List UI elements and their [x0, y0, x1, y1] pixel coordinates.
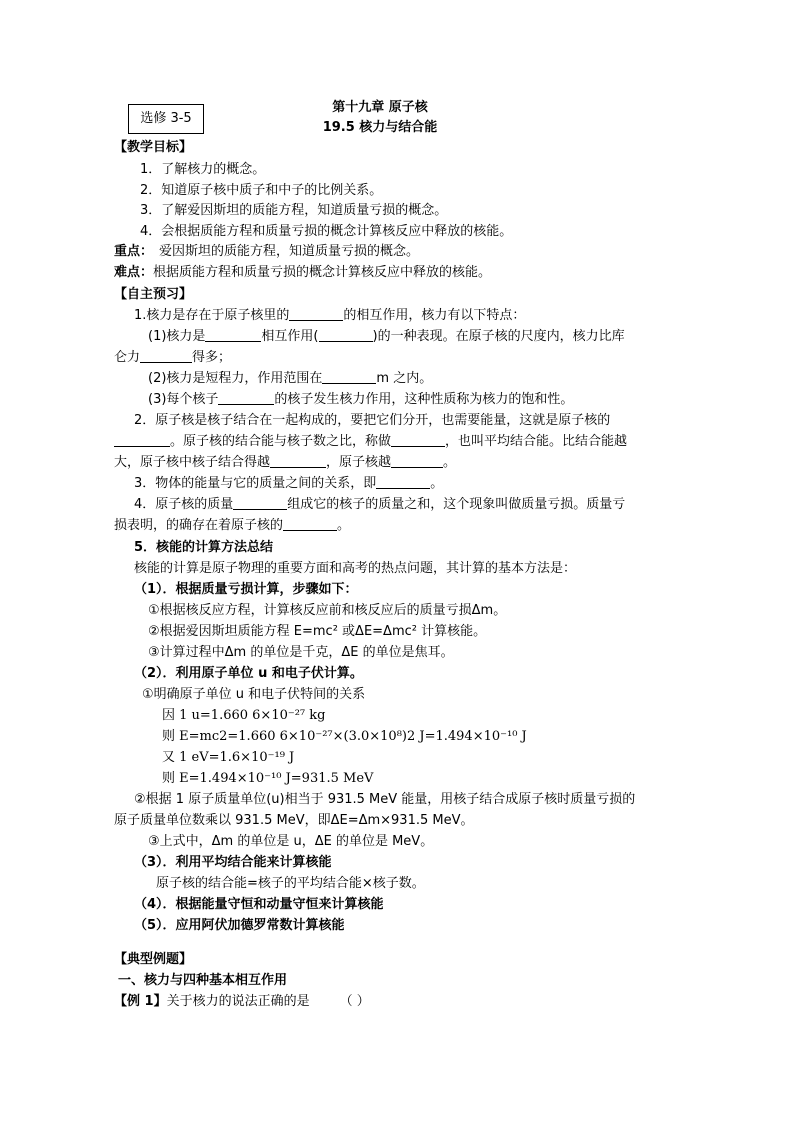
- method-2-step: ②根据 1 原子质量单位(u)相当于 931.5 MeV 能量，用核子结合成原子核时质量亏损的: [134, 792, 636, 807]
- section-title: 19.5 核力与结合能: [322, 120, 438, 135]
- text: 相互作用(: [261, 329, 319, 344]
- preview-item-2-cont2: [114, 453, 456, 473]
- text: 。原子核的结合能与核子数之比，称做: [170, 434, 392, 449]
- goal-item: 1．了解核力的概念。: [140, 162, 266, 177]
- goals-heading: 【教学目标】: [114, 140, 193, 155]
- method-1-step: ①根据核反应方程，计算核反应前和核反应后的质量亏损Δm。: [148, 603, 507, 618]
- fill-blank: [140, 348, 192, 363]
- goal-item: 2．知道原子核中质子和中子的比例关系。: [140, 183, 383, 198]
- course-badge: 选修 3-5: [128, 104, 204, 134]
- preview-heading: 【自主预习】: [114, 287, 193, 302]
- fill-blank: [391, 432, 445, 447]
- example-label: 【例 1】: [114, 994, 167, 1009]
- example-text: 关于核力的说法正确的是: [166, 994, 310, 1009]
- preview-item-4-cont: [114, 516, 350, 536]
- text: 的核子发生核力作用，这种性质称为核力的饱和性。: [274, 392, 574, 407]
- answer-paren: （ ）: [339, 994, 370, 1009]
- difficult-point-text: 根据质能方程和质量亏损的概念计算核反应中释放的核能。: [153, 265, 492, 280]
- key-point: [114, 242, 419, 262]
- text: (2)核力是短程力，作用范围在: [148, 371, 323, 386]
- key-point-label: 重点：: [114, 244, 154, 259]
- methods-intro: 核能的计算是原子物理的重要方面和高考的热点问题，其计算的基本方法是：: [134, 561, 577, 576]
- preview-item-1-2: [148, 369, 432, 389]
- method-2-step: ③上式中，Δm 的单位是 u，ΔE 的单位是 MeV。: [148, 834, 434, 849]
- preview-item-1: [134, 306, 525, 326]
- examples-subheading: 一、核力与四种基本相互作用: [118, 973, 288, 988]
- text: m 之内。: [376, 371, 433, 386]
- example-1: [114, 992, 370, 1012]
- text: ，原子核越: [326, 455, 392, 470]
- text: 4．原子核的质量: [134, 497, 234, 512]
- fill-blank: [218, 390, 274, 405]
- method-1-step: ③计算过程中Δm 的单位是千克，ΔE 的单位是焦耳。: [148, 645, 454, 660]
- method-2-step: ①明确原子单位 u 和电子伏特间的关系: [142, 687, 366, 702]
- text: (1)核力是: [148, 329, 206, 344]
- text: 3．物体的能量与它的质量之间的关系，即: [134, 476, 377, 491]
- text: 1.核力是存在于原子核里的: [134, 308, 290, 323]
- fill-blank: [205, 327, 261, 342]
- text: )的一种表现。在原子核的尺度内，核力比库: [372, 329, 625, 344]
- preview-item-4: [134, 495, 625, 515]
- method-4-title: （4）．根据能量守恒和动量守恒来计算核能: [134, 897, 384, 912]
- difficult-point-label: 难点：: [114, 265, 154, 280]
- preview-item-2: 2．原子核是核子结合在一起构成的，要把它们分开，也需要能量，这就是原子核的: [134, 413, 611, 428]
- method-1-title: （1）．根据质量亏损计算，步骤如下：: [134, 582, 358, 597]
- key-point-text: 爱因斯坦的质能方程，知道质量亏损的概念。: [159, 244, 420, 259]
- fill-blank: [233, 495, 287, 510]
- difficult-point: [114, 263, 491, 283]
- text: 。: [443, 455, 457, 470]
- method-1-step: ②根据爱因斯坦质能方程 E=mc² 或ΔE=Δmc² 计算核能。: [148, 624, 487, 639]
- goal-item: 3．了解爱因斯坦的质能方程，知道质量亏损的概念。: [140, 203, 448, 218]
- text: 损表明，的确存在着原子核的: [114, 518, 284, 533]
- text: 。: [337, 518, 351, 533]
- fill-blank: [270, 453, 326, 468]
- method-3-title: （3）．利用平均结合能来计算核能: [134, 855, 332, 870]
- text: 得多；: [192, 350, 232, 365]
- text: 组成它的核子的质量之和，这个现象叫做质量亏损。质量亏: [287, 497, 626, 512]
- fill-blank: [319, 327, 373, 342]
- preview-item-1-1: [148, 327, 625, 347]
- fill-blank: [289, 306, 343, 321]
- method-2-step-cont: 原子质量单位数乘以 931.5 MeV，即ΔE=Δm×931.5 MeV。: [114, 813, 474, 828]
- equation: 因 1 u=1.660 6×10⁻²⁷ kg: [162, 708, 326, 723]
- fill-blank: [391, 453, 443, 468]
- method-2-title: （2）．利用原子单位 u 和电子伏计算。: [134, 666, 363, 681]
- preview-item-1-3: [148, 390, 573, 410]
- preview-item-1-1-cont: [114, 348, 231, 368]
- equation: 则 E=1.494×10⁻¹⁰ J=931.5 MeV: [162, 771, 374, 786]
- preview-item-3: [134, 474, 443, 494]
- fill-blank: [283, 516, 337, 531]
- equation: 又 1 eV=1.6×10⁻¹⁹ J: [162, 750, 295, 765]
- method-5-title: （5）．应用阿伏加德罗常数计算核能: [134, 918, 345, 933]
- fill-blank: [376, 474, 430, 489]
- equation: 则 E=mc2=1.660 6×10⁻²⁷×(3.0×10⁸)2 J=1.494×10⁻¹⁰ J: [162, 729, 527, 744]
- text: 的相互作用，核力有以下特点：: [343, 308, 526, 323]
- goal-item: 4．会根据质能方程和质量亏损的概念计算核反应中释放的核能。: [140, 224, 513, 239]
- fill-blank: [114, 432, 170, 447]
- method-3-text: 原子核的结合能=核子的平均结合能×核子数。: [156, 876, 425, 891]
- preview-item-2-cont: [114, 432, 627, 452]
- methods-heading: 5．核能的计算方法总结: [134, 540, 274, 555]
- text: 仑力: [114, 350, 141, 365]
- text: 。: [430, 476, 444, 491]
- examples-heading: 【典型例题】: [114, 952, 193, 967]
- chapter-title: 第十九章 原子核: [332, 100, 428, 115]
- text: 大，原子核中核子结合得越: [114, 455, 271, 470]
- text: ，也叫平均结合能。比结合能越: [445, 434, 628, 449]
- fill-blank: [322, 369, 376, 384]
- text: (3)每个核子: [148, 392, 219, 407]
